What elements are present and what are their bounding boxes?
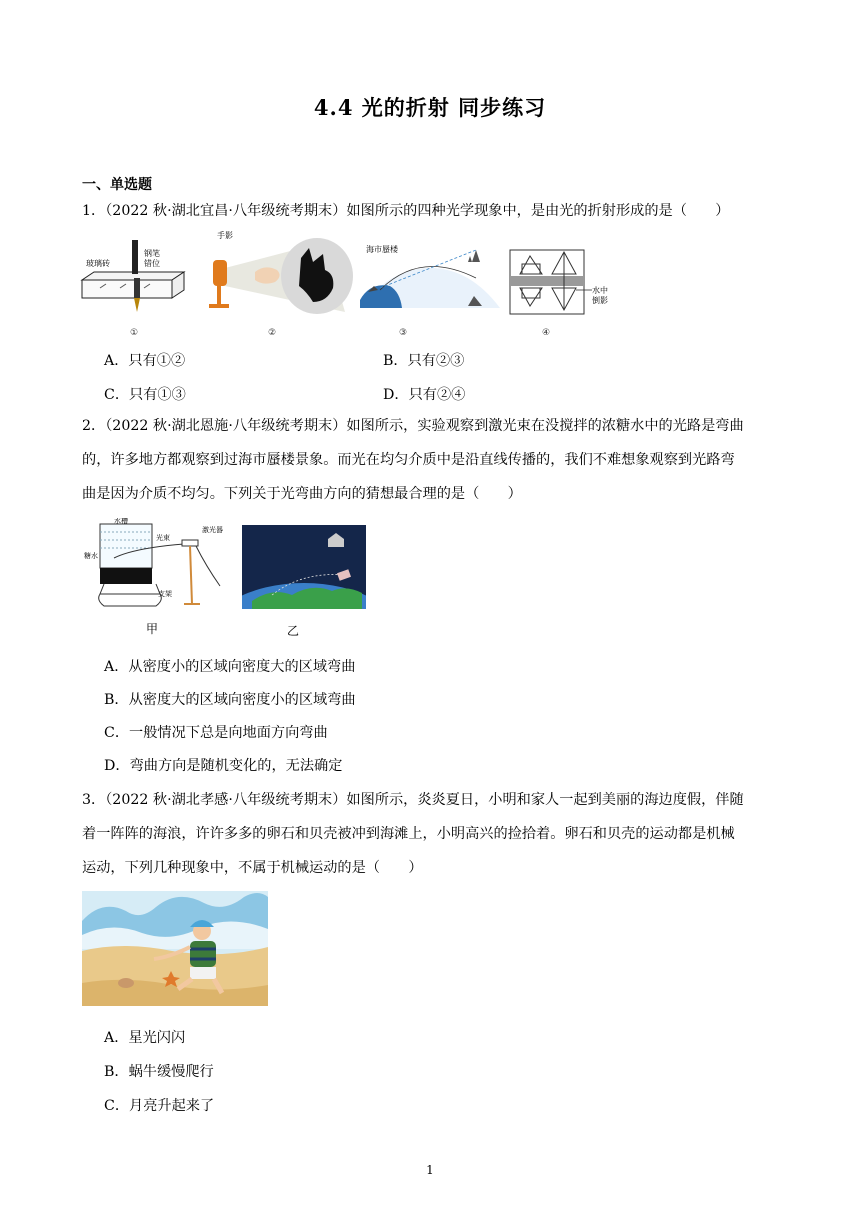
q3-option-b[interactable]: B．蜗牛缓慢爬行 — [104, 1064, 214, 1080]
question-3-line-1: 3．（2022 秋·湖北孝感·八年级统考期末）如图所示，炎炎夏日，小明和家人一起到美丽的海边度假，伴随 — [82, 792, 744, 808]
q1-option-a[interactable]: A．只有①② — [104, 353, 186, 369]
figure-glass-pen — [80, 228, 190, 328]
figure-water-reflection — [508, 246, 648, 318]
q2-option-a[interactable]: A．从密度小的区域向密度大的区域弯曲 — [104, 659, 356, 675]
label-mirage: 海市蜃楼 — [366, 245, 398, 254]
caption-3: ③ — [399, 328, 408, 338]
label-beam: 光束 — [156, 534, 170, 542]
caption-2: ② — [268, 328, 277, 338]
question-1-text: 1．（2022 秋·湖北宜昌·八年级统考期末）如图所示的四种光学现象中，是由光的折射形成的是（ ） — [82, 203, 730, 219]
q1-option-d[interactable]: D．只有②④ — [383, 387, 466, 403]
label-sugar: 糖水 — [84, 552, 98, 560]
page-title: 4.4 光的折射 同步练习 — [313, 95, 547, 120]
label-stand: 支架 — [158, 590, 172, 598]
question-2-line-3: 曲是因为介质不均匀。下列关于光弯曲方向的猜想最合理的是（ ） — [82, 486, 522, 502]
q2-option-b[interactable]: B．从密度大的区域向密度小的区域弯曲 — [104, 692, 356, 708]
figure-sugar-water-laser — [84, 518, 234, 618]
q3-option-c[interactable]: C．月亮升起来了 — [104, 1098, 215, 1114]
question-2-line-2: 的，许多地方都观察到过海市蜃楼景象。而光在均匀介质中是沿直线传播的，我们不难想象观察到光路弯 — [82, 452, 735, 468]
question-3-line-3: 运动，下列几种现象中，不属于机械运动的是（ ） — [82, 860, 423, 876]
caption-yi: 乙 — [287, 624, 300, 638]
q2-option-d[interactable]: D．弯曲方向是随机变化的，无法确定 — [104, 758, 343, 774]
label-glass: 玻璃砖 — [86, 259, 110, 268]
q2-option-c[interactable]: C．一般情况下总是向地面方向弯曲 — [104, 725, 328, 741]
question-3-line-2: 着一阵阵的海浪，许许多多的卵石和贝壳被冲到海滩上，小明高兴的捡拾着。卵石和贝壳的运动都是机械 — [82, 826, 735, 842]
label-tank: 水槽 — [114, 518, 128, 525]
caption-4: ④ — [542, 328, 551, 338]
question-2-line-1: 2．（2022 秋·湖北恩施·八年级统考期末）如图所示，实验观察到激光束在没搅拌的浓糖水中的光路是弯曲 — [82, 418, 744, 434]
figure-earth-mirage — [242, 525, 366, 609]
label-reflection: 水中 — [592, 286, 608, 295]
label-pen: 钢笔 — [144, 249, 160, 258]
q3-option-a[interactable]: A．星光闪闪 — [104, 1030, 186, 1046]
label-shadow: 手影 — [217, 231, 233, 240]
figure-mirage — [360, 240, 500, 316]
caption-1: ① — [130, 328, 139, 338]
q1-option-b[interactable]: B．只有②③ — [383, 353, 465, 369]
caption-jia: 甲 — [146, 622, 159, 636]
q1-option-c[interactable]: C．只有①③ — [104, 387, 186, 403]
section-heading: 一、单选题 — [82, 177, 152, 193]
label-laser: 激光器 — [202, 526, 223, 534]
figure-beach-boy — [82, 891, 268, 1006]
label-reflection2: 倒影 — [592, 296, 608, 305]
label-offset: 错位 — [144, 259, 160, 268]
figure-hand-shadow — [205, 228, 355, 320]
page-number: 1 — [426, 1163, 434, 1177]
